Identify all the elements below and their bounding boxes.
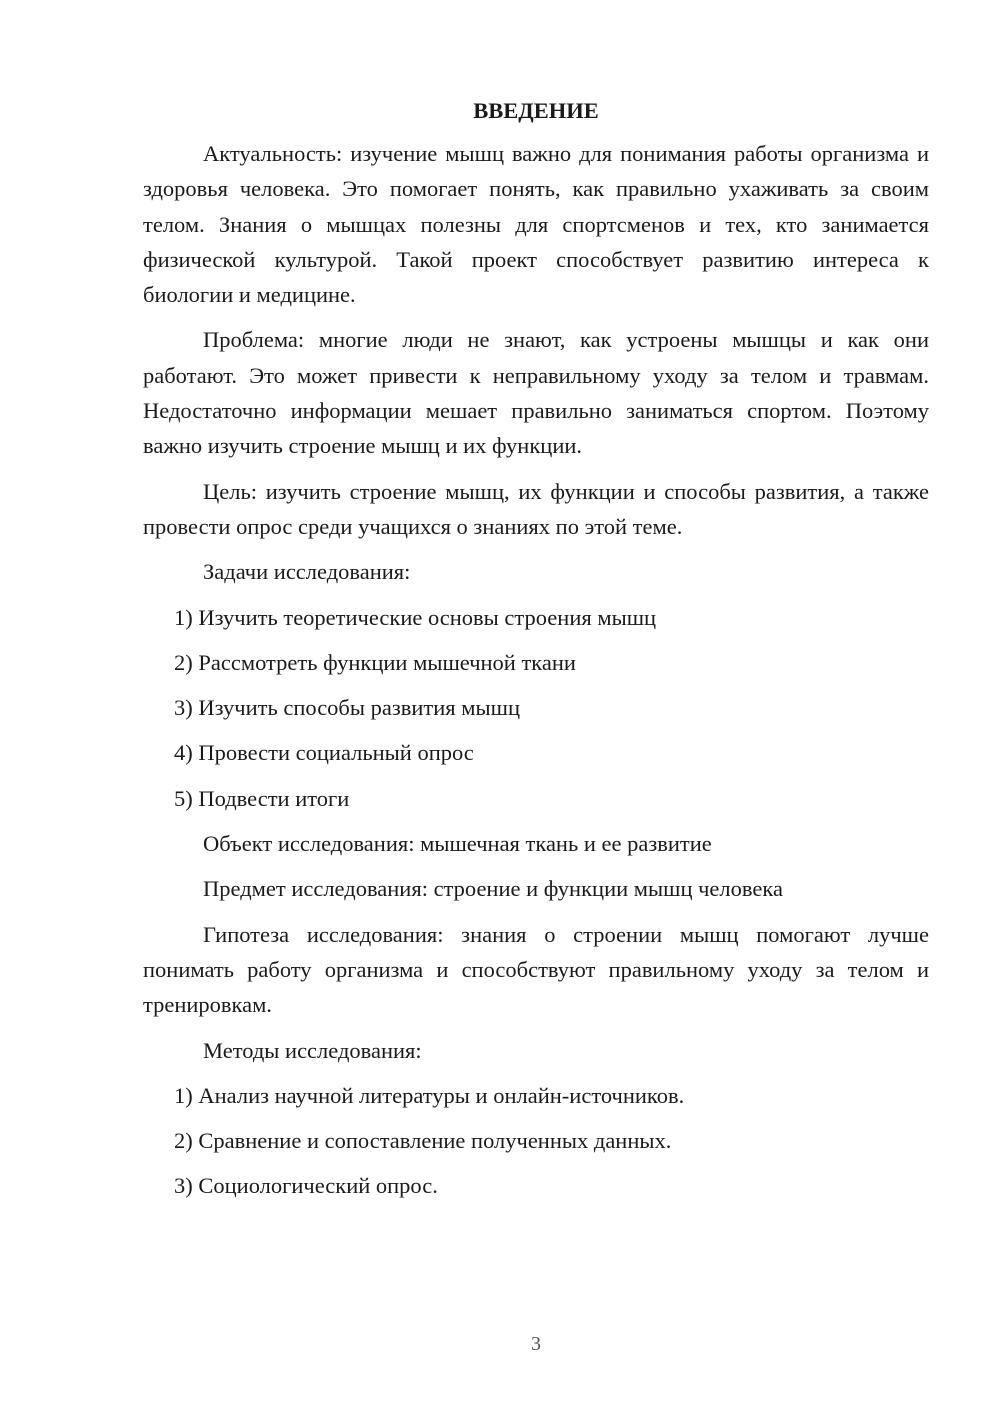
method-item-2: 2) Сравнение и сопоставление полученных данных.: [174, 1128, 672, 1154]
tasks-list: [143, 600, 929, 816]
research-subject: Предмет исследования: строение и функции мышц человека: [203, 876, 783, 902]
methods-list: [143, 1078, 929, 1204]
task-item-2: 2) Рассмотреть функции мышечной ткани: [174, 649, 576, 675]
task-item-5: 5) Подвести итоги: [174, 785, 350, 811]
page-content: [143, 96, 929, 1214]
method-item-1: 1) Анализ научной литературы и онлайн-источников.: [174, 1082, 685, 1108]
relevance-paragraph: Актуальность: изучение мышц важно для понимания работы организма и здоровья человека. Это помогает понять, как правильно ухаживать за своим телом. Знания о мышцах полезны для спортсменов и тех, кто занимается физической культурой. Такой проект способствует развитию интереса к биологии и медицине.: [143, 141, 929, 308]
problem-paragraph: Проблема: многие люди не знают, как устроены мышцы и как они работают. Это может привести к неправильному уходу за телом и травмам. Недостаточно информации мешает правильно заниматься спортом. Поэтому важно изучить строение мышц и их функции.: [143, 327, 929, 459]
hypothesis-paragraph: Гипотеза исследования: знания о строении мышц помогают лучше понимать работу организма и способствуют правильному уходу за телом и тренировкам.: [143, 921, 929, 1018]
page-number: 3: [531, 1333, 541, 1355]
method-item-3: 3) Социологический опрос.: [174, 1173, 438, 1199]
task-item-4: 4) Провести социальный опрос: [174, 740, 474, 766]
task-item-3: 3) Изучить способы развития мышц: [174, 695, 520, 721]
task-item-1: 1) Изучить теоретические основы строения мышц: [174, 604, 657, 630]
tasks-heading: Задачи исследования:: [203, 559, 411, 585]
goal-paragraph: Цель: изучить строение мышц, их функции и способы развития, а также провести опрос среди учащихся о знаниях по этой теме.: [143, 478, 929, 539]
research-object: Объект исследования: мышечная ткань и ее развитие: [203, 831, 712, 857]
section-title: ВВЕДЕНИЕ: [473, 98, 599, 123]
methods-heading: Методы исследования:: [203, 1037, 422, 1063]
